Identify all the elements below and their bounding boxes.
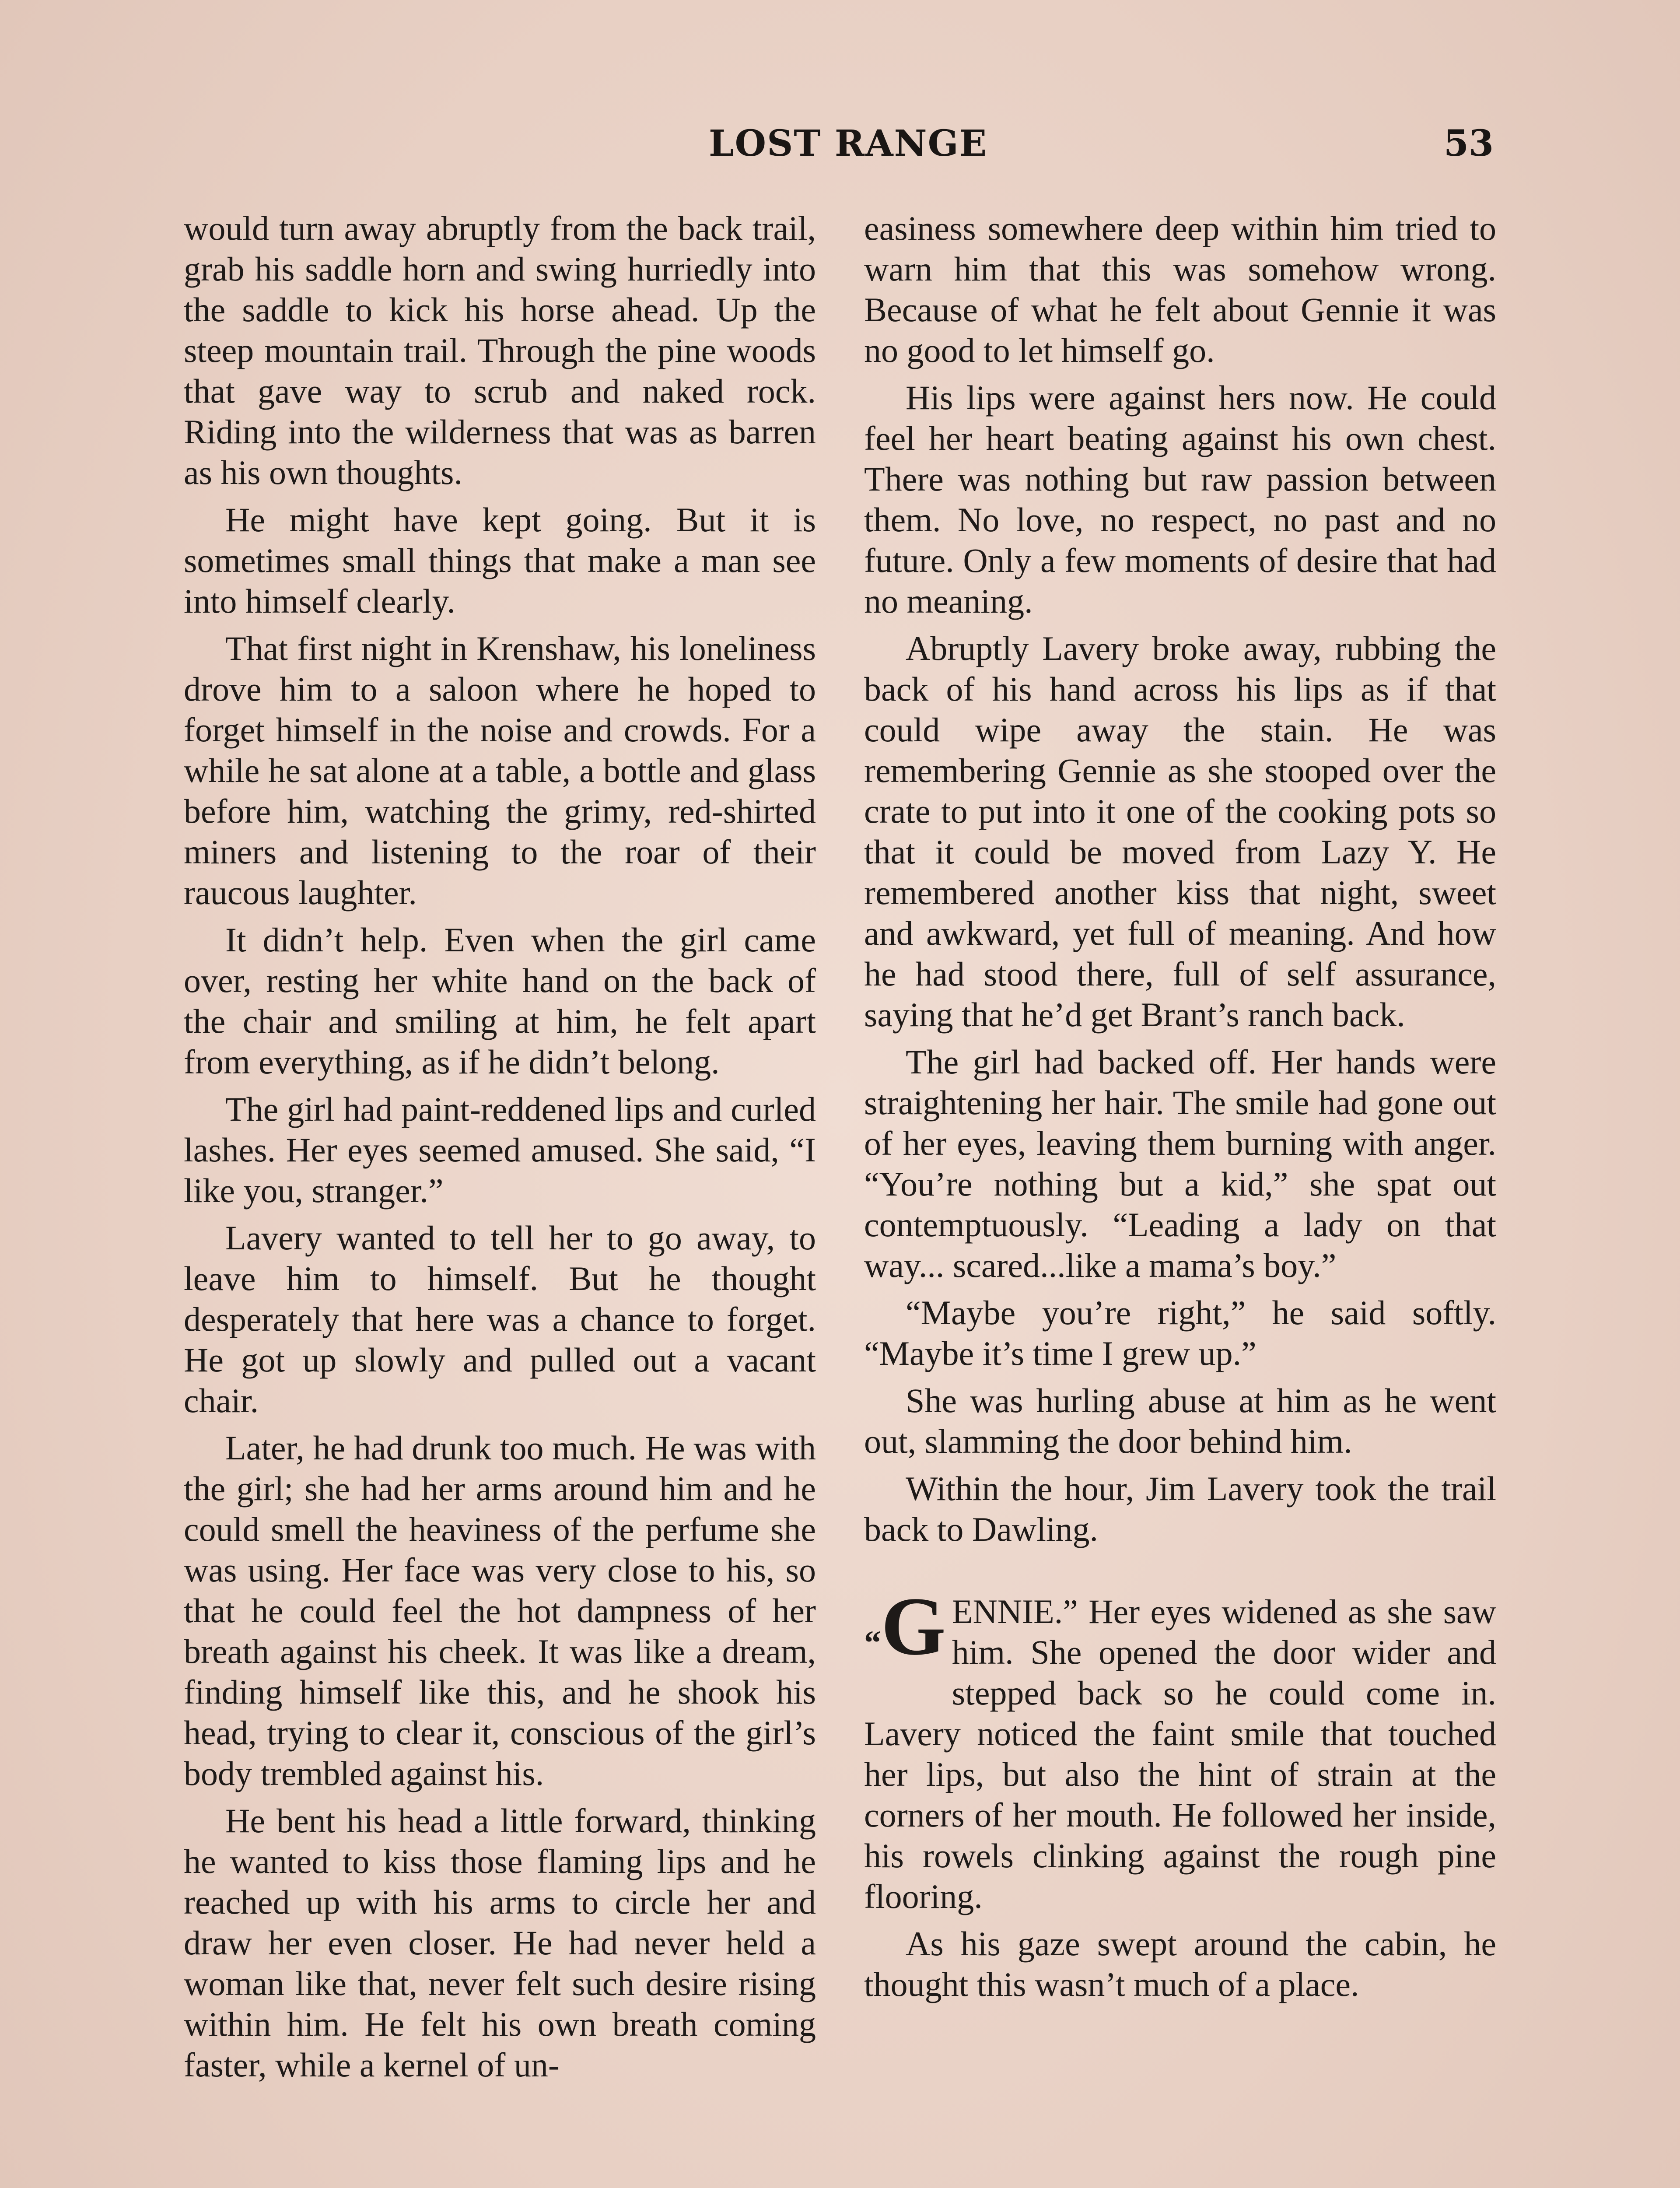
paragraph: Abruptly Lavery broke away, rubbing the back of his hand across his lips as if that could wipe away the stain. He was remembering Gennie as she stooped over the crate to put into it one of the cooking pots so that it could be moved from Lazy Y. He remembered another kiss that night, sweet and awkward, yet full of meaning. And how he had stood there, full of self assurance, saying that he’d get Brant’s ranch back. bbox=[864, 629, 1496, 1034]
paragraph: That first night in Krenshaw, his loneliness drove him to a saloon where he hoped to forget himself in the noise and crowds. For a while he sat alone at a table, a bottle and glass before him, watching the grimy, red-shirted miners and listening to the roar of their raucous laughter. bbox=[184, 629, 816, 912]
page-number: 53 bbox=[1444, 123, 1494, 165]
dropcap-paragraph bbox=[864, 1581, 1496, 1917]
drop-cap-smallcaps: ENNIE.” bbox=[952, 1592, 1078, 1630]
paragraph: The girl had backed off. Her hands were straightening her hair. The smile had gone out of her eyes, leaving them burning with anger. “You’re nothing but a kid,” she spat out contemptuously. “Leading a lady on that way... scared...like a mama’s boy.” bbox=[864, 1043, 1496, 1284]
paragraph: Later, he had drunk too much. He was with the girl; she had her arms around him and he could smell the heaviness of the perfume she was using. Her face was very close to his, so that he could feel the hot dampness of her breath against his cheek. It was like a dream, finding himself like this, and he shook his head, trying to clear it, conscious of the girl’s body trembled against his. bbox=[184, 1429, 816, 1792]
drop-cap-letter: G bbox=[881, 1581, 946, 1673]
drop-cap-rest: Her eyes widened as she saw him. She opened the door wider and stepped back so he could come in. Lavery noticed the faint smile that touched her lips, but also the hint of strain at the corners of her mouth. He followed her inside, his rowels clinking against the rough pine flooring. bbox=[864, 1592, 1496, 1915]
paragraph: easiness somewhere deep within him tried to warn him that this was somehow wrong. Because of what he felt about Gennie it was no good to let himself go. bbox=[864, 209, 1496, 369]
paragraph: Within the hour, Jim Lavery took the trail back to Dawling. bbox=[864, 1469, 1496, 1548]
left-column bbox=[184, 208, 816, 2092]
drop-cap bbox=[864, 1581, 946, 1676]
section-break bbox=[864, 1556, 1496, 1591]
paragraph: He bent his head a little forward, thinking he wanted to kiss those flaming lips and he reached up with his arms to circle her and draw her even closer. He had never held a woman like that, never felt such desire rising within him. He felt his own breath coming faster, while a kernel of un- bbox=[184, 1802, 816, 2084]
paragraph: would turn away abruptly from the back trail, grab his saddle horn and swing hurriedly into the saddle to kick his horse ahead. Up the steep mountain trail. Through the pine woods that gave way to scrub and naked rock. Riding into the wilderness that was as barren as his own thoughts. bbox=[184, 209, 816, 491]
paragraph: “Maybe you’re right,” he said softly. “Maybe it’s time I grew up.” bbox=[864, 1294, 1496, 1372]
paragraph: He might have kept going. But it is sometimes small things that make a man see into himself clearly. bbox=[184, 501, 816, 620]
right-column bbox=[864, 208, 1496, 2011]
paragraph: The girl had paint-reddened lips and curled lashes. Her eyes seemed amused. She said, “I like you, stranger.” bbox=[184, 1090, 816, 1210]
running-head bbox=[0, 123, 1680, 171]
paragraph: It didn’t help. Even when the girl came over, resting her white hand on the back of the chair and smiling at him, he felt apart from everything, as if he didn’t belong. bbox=[184, 921, 816, 1081]
paragraph: She was hurling abuse at him as he went out, slamming the door behind him. bbox=[864, 1382, 1496, 1460]
paragraph: Lavery wanted to tell her to go away, to leave him to himself. But he thought desperately that here was a chance to forget. He got up slowly and pulled out a vacant chair. bbox=[184, 1219, 816, 1420]
paragraph: As his gaze swept around the cabin, he thought this wasn’t much of a place. bbox=[864, 1925, 1496, 2003]
drop-cap-quote: “ bbox=[864, 1623, 881, 1662]
running-title: LOST RANGE bbox=[709, 123, 988, 165]
paragraph: His lips were against hers now. He could feel her heart beating against his own chest. There was nothing but raw passion between them. No love, no respect, no past and no future. Only a few moments of desire that had no meaning. bbox=[864, 379, 1496, 620]
